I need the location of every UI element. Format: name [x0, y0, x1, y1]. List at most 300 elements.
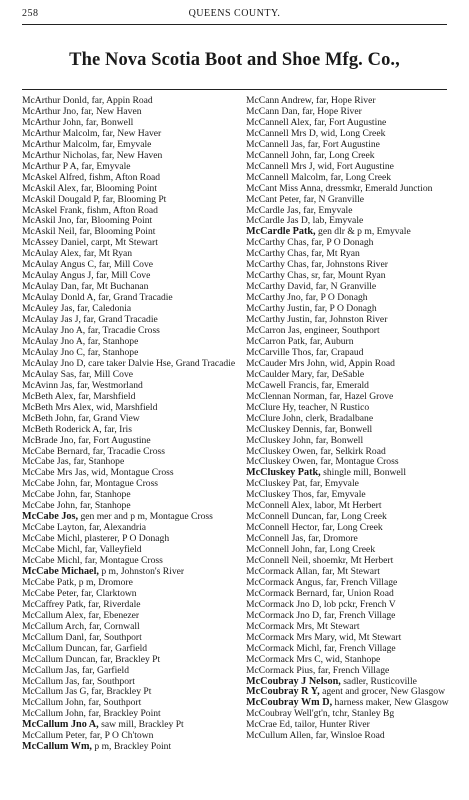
entry-name: McCabe Michl,: [22, 545, 83, 556]
directory-entry: [22, 622, 244, 633]
entry-name: McConnell Hector,: [246, 523, 320, 534]
entry-name: McCannell Malcolm,: [246, 172, 329, 183]
entry-name: McCardle Jas,: [246, 205, 301, 216]
running-header: [22, 8, 447, 22]
directory-entry: [246, 304, 468, 315]
directory-entry: [22, 392, 244, 403]
directory-entry: [246, 206, 468, 217]
directory-entry: [22, 162, 244, 173]
entry-details: far, Emyvale: [102, 139, 152, 150]
directory-entry: [22, 107, 244, 118]
entry-details: far, Blooming Point: [80, 183, 158, 194]
entry-name: McCluskey Thos,: [246, 490, 315, 501]
entry-name: McCallum Jas G,: [22, 687, 89, 698]
entry-details: plasterer, P O Donagh: [84, 534, 170, 545]
entry-name: McCallum Wm,: [22, 742, 92, 753]
entry-details: far, Alexandria: [88, 523, 147, 534]
entry-details: far, Emerald: [321, 380, 369, 391]
entry-name: McAskil Neil,: [22, 227, 77, 238]
entry-details: far, Montague Cross: [84, 556, 163, 567]
directory-entry: [246, 260, 468, 271]
directory-entry: [246, 567, 468, 578]
directory-entry: [246, 359, 468, 370]
entry-name: McCormack Bernard,: [246, 588, 330, 599]
entry-name: McCann Andrew,: [246, 96, 314, 106]
entry-details: far, Bonwell: [315, 435, 364, 446]
entry-details: engineer, Southport: [304, 326, 380, 337]
entry-name: McAskel Frank,: [22, 205, 85, 216]
entry-name: McCluskey Owen,: [246, 457, 318, 468]
directory-entry: [22, 611, 244, 622]
entry-name: McCormack Jno D,: [246, 599, 322, 610]
entry-name: McClennan Norman,: [246, 391, 327, 402]
entry-details: care taker Dalvie Hse, Grand Tracadie: [88, 358, 236, 369]
entry-details: far, Emyvale: [303, 205, 353, 216]
entry-details: far, Fort Augustine: [78, 435, 151, 446]
directory-entry: [22, 687, 244, 698]
directory-entry: [22, 447, 244, 458]
entry-name: McCabe John,: [22, 479, 78, 490]
directory-entry: [22, 282, 244, 293]
entry-details: far, Bonwell: [324, 424, 373, 435]
directory-entry: [22, 698, 244, 709]
entry-name: McCabe John,: [22, 490, 78, 501]
entry-name: McConnell Duncan,: [246, 512, 324, 523]
directory-entry: [246, 633, 468, 644]
entry-name: McConnell Jas,: [246, 534, 306, 545]
entry-name: McAulay Jno C,: [22, 347, 86, 358]
directory-entry: [246, 490, 468, 501]
directory-entry: [246, 655, 468, 666]
entry-details: far, Long Creek: [330, 172, 392, 183]
entry-details: far, P O Donagh: [314, 304, 377, 315]
entry-details: gen dlr & p m, Emyvale: [318, 227, 411, 238]
entry-details: far, Iris: [104, 424, 132, 435]
entry-name: McAuley Jas,: [22, 304, 75, 315]
directory-entry: [22, 129, 244, 140]
advertisement-banner: The Nova Scotia Boot and Shoe Mfg. Co.,: [69, 50, 400, 70]
entry-name: McCabe John,: [22, 501, 78, 512]
entry-details: wid, Fort Augustine: [317, 161, 394, 172]
directory-entry: [22, 238, 244, 249]
entry-name: McConnell Alex,: [246, 501, 313, 512]
right-column: [246, 96, 468, 742]
entry-name: McAvinn Jas,: [22, 380, 75, 391]
directory-entry: [22, 260, 244, 271]
directory-entry: [22, 731, 244, 742]
entry-name: McCarthy David,: [246, 282, 314, 293]
entry-name: McConnell Neil,: [246, 556, 311, 567]
directory-entry: [246, 512, 468, 523]
entry-name: McCabe Jas,: [22, 457, 72, 468]
entry-name: McAskel Alfred,: [22, 172, 87, 183]
entry-details: far, Stanhope: [87, 336, 139, 347]
entry-name: McCluskey Pat,: [246, 479, 308, 490]
directory-entry: [22, 556, 244, 567]
entry-name: McCormack Mrs,: [246, 621, 315, 632]
entry-details: far, Crapaud: [315, 347, 364, 358]
directory-entry: [246, 403, 468, 414]
directory-entry: [22, 293, 244, 304]
directory-entry: [246, 315, 468, 326]
entry-details: far, Brackley Pt: [91, 687, 152, 698]
entry-name: McCluskey John,: [246, 435, 314, 446]
entry-name: McCaulder Mary,: [246, 369, 315, 380]
directory-entry: [246, 436, 468, 447]
directory-entry: [246, 392, 468, 403]
directory-entry: [246, 151, 468, 162]
entry-name: McCormack Allan,: [246, 566, 320, 577]
directory-entry: [246, 425, 468, 436]
entry-details: far, Dromore: [308, 534, 358, 545]
directory-entry: [22, 337, 244, 348]
directory-entry: [246, 227, 468, 238]
entry-name: McCormack Mrs C,: [246, 654, 324, 665]
directory-entry: [246, 348, 468, 359]
entry-details: wid, Marshfield: [96, 402, 158, 413]
entry-details: far, Cornwall: [88, 621, 140, 632]
directory-entry: [22, 173, 244, 184]
entry-details: dressmkr, Emerald Junction: [325, 183, 433, 194]
entry-details: far, Winsloe Road: [315, 731, 385, 742]
entry-details: far, Grand View: [78, 413, 140, 424]
directory-entry: [22, 304, 244, 315]
entry-details: lab, Emyvale: [312, 216, 364, 227]
entry-details: saw mill, Brackley Pt: [101, 720, 184, 731]
directory-entry: [246, 326, 468, 337]
directory-entry: [22, 545, 244, 556]
entry-details: gen mer and p m, Montague Cross: [80, 512, 213, 523]
entry-name: McAssey Daniel,: [22, 238, 89, 249]
entry-details: far, Hazel Grove: [329, 391, 394, 402]
entry-name: McBeth Mrs Alex,: [22, 402, 94, 413]
entry-name: McAskil Alex,: [22, 183, 79, 194]
directory-entry: [22, 567, 244, 578]
banner-rule: [22, 89, 447, 90]
entry-name: McAulay Dan,: [22, 282, 80, 293]
entry-details: p m, Dromore: [78, 577, 133, 588]
entry-name: McClure Hy,: [246, 402, 297, 413]
entry-details: far, Stanhope: [87, 347, 139, 358]
directory-entry: [22, 677, 244, 688]
directory-entry: [22, 403, 244, 414]
directory-entry: [22, 742, 244, 753]
entry-name: McCabe Michl,: [22, 534, 83, 545]
directory-entry: [246, 238, 468, 249]
entry-details: agent and grocer, New Glasgow: [322, 687, 446, 698]
entry-name: McCallum Jas,: [22, 665, 80, 676]
entry-name: McCant Peter,: [246, 194, 302, 205]
entry-details: far, Mt Stewart: [321, 566, 380, 577]
entry-name: McBeth John,: [22, 413, 76, 424]
entry-name: McCabe Bernard,: [22, 446, 91, 457]
entry-name: McCardle Jas D,: [246, 216, 311, 227]
entry-details: fishm, Afton Road: [88, 172, 161, 183]
entry-details: far, Caledonia: [77, 304, 132, 315]
entry-details: far, N Granville: [303, 194, 365, 205]
entry-name: McArthur Malcolm,: [22, 128, 100, 139]
entry-name: McCannell Mrs D,: [246, 128, 319, 139]
entry-details: far, Montague Cross: [320, 457, 399, 468]
entry-name: McCormack Michl,: [246, 643, 322, 654]
directory-entry: [22, 249, 244, 260]
directory-entry: [246, 468, 468, 479]
entry-name: McCabe Peter,: [22, 588, 79, 599]
entry-details: tchr, Stanley Bg: [332, 709, 395, 720]
directory-entry: [246, 731, 468, 742]
entry-details: far, Emyvale: [316, 490, 366, 501]
directory-entry: [22, 206, 244, 217]
entry-name: McAskil Jno,: [22, 216, 74, 227]
entry-details: carpt, Mt Stewart: [91, 238, 158, 249]
directory-entry: [22, 633, 244, 644]
directory-entry: [246, 545, 468, 556]
entry-details: far, Mt Ryan: [311, 249, 360, 260]
directory-entry: [22, 195, 244, 206]
entry-name: McAulay Sas,: [22, 369, 77, 380]
entry-name: McCawell Francis,: [246, 380, 320, 391]
entry-details: clerk, Bradalbane: [305, 413, 374, 424]
entry-name: McCoubray J Nelson,: [246, 676, 341, 687]
left-column: [22, 96, 244, 753]
entry-name: McCallum Duncan,: [22, 643, 98, 654]
entry-name: McCrae Ed,: [246, 720, 293, 731]
entry-details: wid, Stanhope: [325, 654, 381, 665]
entry-name: McCallum John,: [22, 709, 86, 720]
entry-name: McCardle Patk,: [246, 227, 316, 238]
entry-details: far, Blooming Point: [76, 216, 153, 227]
directory-entry: [246, 556, 468, 567]
entry-details: far, Blooming Point: [79, 227, 156, 238]
entry-details: far, Hope River: [316, 96, 376, 106]
entry-name: McArthur Donld,: [22, 96, 90, 106]
entry-details: wid, Appin Road: [329, 358, 395, 369]
entry-name: McClure John,: [246, 413, 304, 424]
entry-name: McCauder Mrs John,: [246, 358, 328, 369]
entry-name: McCoubray R Y,: [246, 687, 320, 698]
entry-name: McCarron Patk,: [246, 336, 308, 347]
entry-details: far, P O Donagh: [311, 238, 374, 249]
entry-name: McCoubray Wm D,: [246, 698, 333, 709]
entry-details: far, Union Road: [332, 588, 394, 599]
entry-name: McCannell John,: [246, 150, 312, 161]
entry-details: far, Long Creek: [322, 523, 383, 534]
directory-entry: [22, 381, 244, 392]
directory-entry: [22, 348, 244, 359]
entry-details: far, New Haven: [80, 106, 142, 117]
entry-details: far, New Haver: [102, 128, 162, 139]
entry-details: teacher, N Rustico: [298, 402, 370, 413]
entry-name: McCarthy Jno,: [246, 293, 304, 304]
entry-name: McBrade Jno,: [22, 435, 76, 446]
entry-name: McBeth Roderick A,: [22, 424, 102, 435]
directory-entry: [246, 337, 468, 348]
entry-name: McArthur Malcolm,: [22, 139, 100, 150]
entry-details: far, Mill Cove: [98, 260, 154, 271]
entry-details: shoemkr, Mt Herbert: [312, 556, 394, 567]
directory-entry: [22, 479, 244, 490]
entry-name: McCaffrey Patk,: [22, 599, 86, 610]
directory-entry: [246, 129, 468, 140]
entry-name: McConnell John,: [246, 545, 313, 556]
entry-name: McAulay Jno A,: [22, 336, 86, 347]
directory-entry: [22, 425, 244, 436]
directory-entry: [246, 622, 468, 633]
entry-name: McCluskey Patk,: [246, 468, 321, 479]
entry-details: far, Clarktown: [81, 588, 137, 599]
entry-details: far, Emyvale: [81, 161, 131, 172]
directory-entry: [22, 589, 244, 600]
entry-details: far, Ebenezer: [88, 610, 140, 621]
entry-details: far, Selkirk Road: [320, 446, 386, 457]
directory-entry: [246, 184, 468, 195]
directory-entry: [22, 457, 244, 468]
entry-details: sr, far, Mount Ryan: [311, 271, 386, 282]
entry-details: far, Southport: [88, 698, 142, 709]
directory-entry: [22, 436, 244, 447]
entry-details: far, Hope River: [302, 106, 362, 117]
entry-details: far, Stanhope: [73, 457, 125, 468]
directory-entry: [22, 271, 244, 282]
entry-name: McArthur P A,: [22, 161, 79, 172]
entry-name: McCarthy Chas,: [246, 260, 309, 271]
entry-details: far, Johnston River: [314, 315, 388, 326]
directory-entry: [246, 447, 468, 458]
county-heading: QUEENS COUNTY.: [188, 8, 281, 19]
entry-details: far, Mt Ryan: [83, 249, 133, 260]
entry-name: McCabe Michael,: [22, 566, 99, 577]
entry-details: far, Mt Buchanan: [81, 282, 149, 293]
entry-name: McCannell Jas,: [246, 139, 306, 150]
entry-name: McAskil Dougald P,: [22, 194, 101, 205]
entry-details: far, Grand Tracadie: [98, 293, 173, 304]
directory-entry: [246, 644, 468, 655]
entry-details: far, Long Creek: [314, 545, 376, 556]
directory-entry: [22, 600, 244, 611]
directory-entry: [22, 151, 244, 162]
directory-entry: [246, 249, 468, 260]
entry-name: McCabe Jos,: [22, 512, 79, 523]
entry-details: far, DeSable: [316, 369, 365, 380]
directory-entry: [22, 140, 244, 151]
directory-entry: [246, 96, 468, 107]
entry-name: McAulay Jno D,: [22, 358, 86, 369]
entry-name: McCallum Peter,: [22, 731, 88, 742]
entry-name: McAulay Alex,: [22, 249, 82, 260]
directory-entry: [22, 512, 244, 523]
directory-entry: [22, 315, 244, 326]
entry-name: McCluskey Owen,: [246, 446, 318, 457]
entry-details: p m, Johnston's River: [101, 566, 185, 577]
directory-entry: [246, 162, 468, 173]
entry-details: far, Tracadie Cross: [87, 326, 160, 337]
entry-details: far, Johnstons River: [311, 260, 388, 271]
entry-name: McCallum John,: [22, 698, 86, 709]
directory-entry: [246, 534, 468, 545]
entry-details: far, Blooming Pt: [102, 194, 167, 205]
entry-details: wid, Long Creek: [320, 128, 386, 139]
entry-name: McAulay Jas J,: [22, 315, 81, 326]
directory-entry: [22, 359, 244, 370]
entry-details: far, Mill Cove: [96, 271, 151, 282]
entry-details: far, Fort Augustine: [307, 139, 380, 150]
entry-details: far, French Village: [325, 577, 398, 588]
directory-entry: [22, 666, 244, 677]
directory-entry: [246, 687, 468, 698]
directory-entry: [246, 216, 468, 227]
entry-name: McAulay Angus J,: [22, 271, 94, 282]
entry-name: McCallum Jas,: [22, 676, 80, 687]
directory-entry: [246, 381, 468, 392]
entry-name: McCallum Alex,: [22, 610, 86, 621]
directory-entry: [246, 578, 468, 589]
directory-entry: [22, 709, 244, 720]
entry-name: McCoubray Well'gt'n,: [246, 709, 331, 720]
directory-entry: [22, 227, 244, 238]
entry-name: McAulay Jno A,: [22, 326, 86, 337]
entry-details: far, Montague Cross: [79, 479, 159, 490]
entry-details: far, Bonwell: [85, 117, 134, 128]
entry-details: lob pckr, French V: [323, 599, 396, 610]
directory-entry: [22, 118, 244, 129]
directory-entry: [246, 457, 468, 468]
entry-details: far, Brackley Pt: [100, 654, 161, 665]
page-number: 258: [22, 8, 39, 19]
entry-details: far, Southport: [81, 676, 135, 687]
entry-details: far, French Village: [324, 643, 396, 654]
top-rule: [22, 24, 447, 25]
directory-entry: [246, 370, 468, 381]
directory-entry: [246, 195, 468, 206]
directory-entry: [246, 118, 468, 129]
entry-details: far, Fort Augustine: [313, 117, 387, 128]
entry-name: McCarthy Chas,: [246, 238, 309, 249]
directory-entry: [246, 282, 468, 293]
directory-entry: [22, 720, 244, 731]
entry-details: far, Emyvale: [309, 479, 359, 490]
entry-details: far, Appin Road: [91, 96, 153, 106]
entry-details: far, Riverdale: [88, 599, 141, 610]
directory-entry: [246, 589, 468, 600]
directory-entry: [246, 523, 468, 534]
directory-entry: [22, 370, 244, 381]
directory-entry: [246, 677, 468, 688]
entry-details: far, Marshfield: [78, 391, 136, 402]
directory-entry: [246, 140, 468, 151]
entry-name: McCormack Jno D,: [246, 610, 322, 621]
entry-name: McCarville Thos,: [246, 347, 314, 358]
entry-details: far, French Village: [323, 610, 396, 621]
directory-entry: [22, 578, 244, 589]
entry-name: McCarron Jas,: [246, 326, 302, 337]
entry-details: far, Stanhope: [79, 490, 131, 501]
entry-name: McCormack Pius,: [246, 665, 316, 676]
entry-details: tailor, Hunter River: [294, 720, 370, 731]
entry-name: McArthur John,: [22, 117, 84, 128]
entry-details: far, French Village: [317, 665, 390, 676]
entry-name: McCann Dan,: [246, 106, 300, 117]
entry-details: far, New Haven: [101, 150, 163, 161]
entry-details: far, Tracadie Cross: [92, 446, 165, 457]
entry-details: shingle mill, Bonwell: [323, 468, 407, 479]
directory-entry: [246, 611, 468, 622]
entry-details: far, Southport: [88, 632, 142, 643]
directory-entry: [22, 468, 244, 479]
entry-name: McCabe Michl,: [22, 556, 83, 567]
entry-details: far, Brackley Point: [88, 709, 161, 720]
entry-details: far, Mill Cove: [78, 369, 134, 380]
entry-name: McCarthy Justin,: [246, 304, 313, 315]
